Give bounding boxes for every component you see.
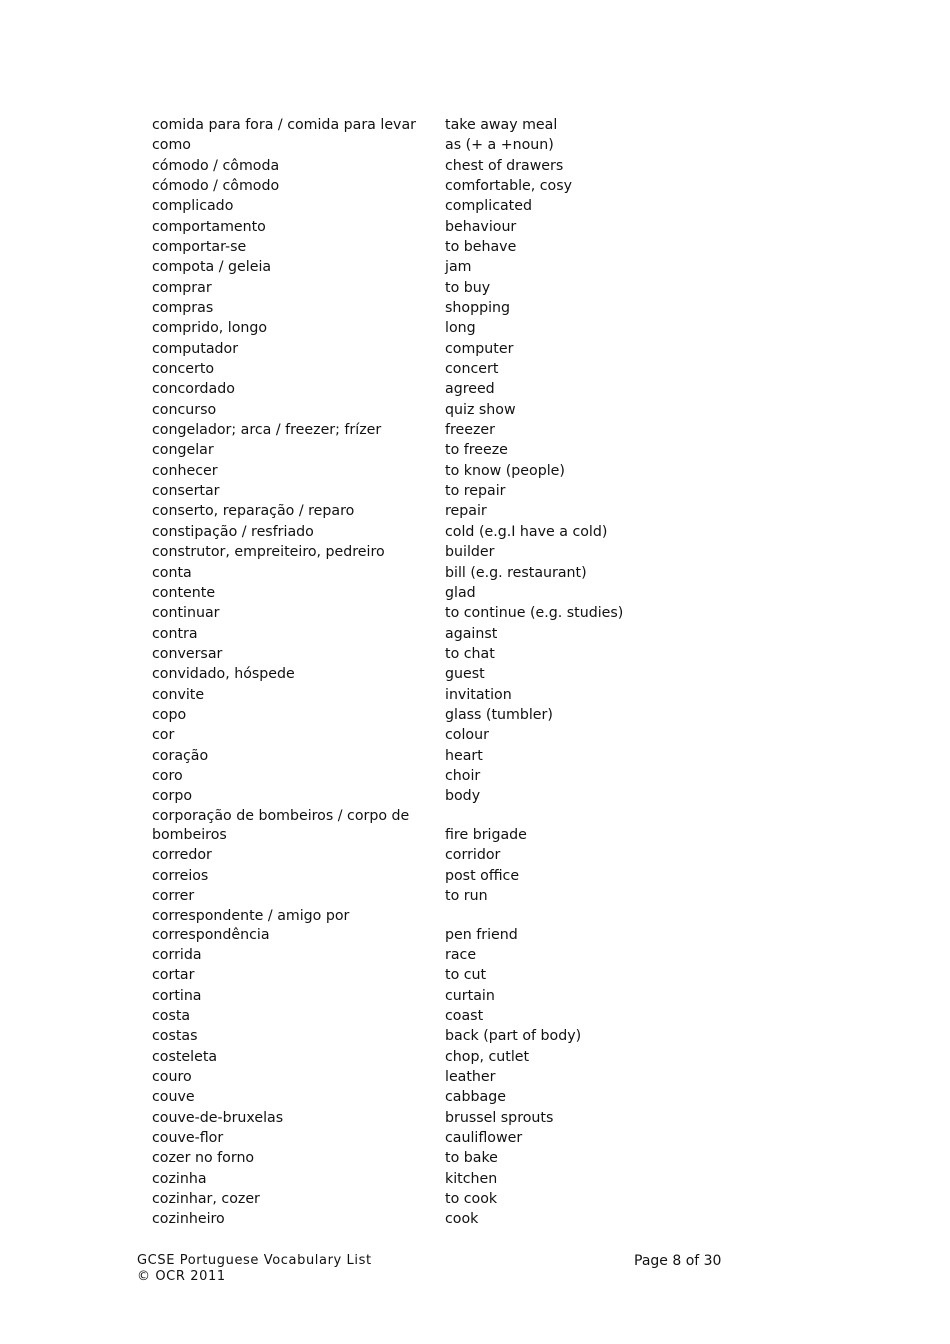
vocab-row bbox=[152, 399, 712, 419]
english-translation: concert bbox=[445, 361, 499, 378]
portuguese-term: cómodo / cômoda bbox=[152, 157, 280, 174]
portuguese-term: construtor, empreiteiro, pedreiro bbox=[152, 544, 385, 561]
vocab-row bbox=[152, 277, 712, 297]
vocab-row bbox=[152, 134, 712, 154]
vocab-row bbox=[152, 806, 712, 845]
vocab-row bbox=[152, 440, 712, 460]
vocab-row bbox=[152, 317, 712, 337]
english-translation: post office bbox=[445, 867, 520, 884]
portuguese-term: cortina bbox=[152, 987, 202, 1004]
english-translation: cauliflower bbox=[445, 1129, 523, 1146]
english-translation: body bbox=[445, 788, 481, 805]
vocab-row bbox=[152, 865, 712, 885]
english-translation: builder bbox=[445, 544, 495, 561]
vocab-row bbox=[152, 338, 712, 358]
portuguese-term: cor bbox=[152, 727, 175, 744]
english-translation: comfortable, cosy bbox=[445, 177, 573, 194]
vocab-row bbox=[152, 216, 712, 236]
english-translation: to chat bbox=[445, 645, 495, 662]
vocab-row bbox=[152, 195, 712, 215]
english-translation: repair bbox=[445, 503, 487, 520]
portuguese-term: comida para fora / comida para levar bbox=[152, 116, 416, 133]
vocab-row bbox=[152, 521, 712, 541]
english-translation: guest bbox=[445, 666, 485, 683]
vocab-row bbox=[152, 1107, 712, 1127]
portuguese-term: comportar-se bbox=[152, 239, 247, 255]
vocab-row bbox=[152, 582, 712, 602]
english-translation: long bbox=[445, 320, 476, 337]
english-translation: chop, cutlet bbox=[445, 1048, 530, 1065]
english-translation: to cut bbox=[445, 967, 487, 984]
portuguese-term: constipação / resfriado bbox=[152, 523, 314, 540]
portuguese-term: conversar bbox=[152, 645, 223, 662]
portuguese-term: coração bbox=[152, 747, 209, 764]
vocab-row bbox=[152, 175, 712, 195]
vocab-row bbox=[152, 663, 712, 683]
portuguese-term: comprar bbox=[152, 279, 212, 296]
vocab-row bbox=[152, 885, 712, 905]
vocab-row bbox=[152, 541, 712, 561]
portuguese-term: cómodo / cômodo bbox=[152, 177, 280, 194]
portuguese-term: conhecer bbox=[152, 462, 218, 479]
english-translation: to run bbox=[445, 887, 488, 904]
vocab-row bbox=[152, 236, 712, 256]
portuguese-term: correspondente / amigo por correspondência bbox=[152, 908, 350, 943]
portuguese-term: convidado, hóspede bbox=[152, 666, 295, 683]
english-translation: leather bbox=[445, 1068, 496, 1085]
english-translation: cabbage bbox=[445, 1089, 506, 1106]
english-translation: to cook bbox=[445, 1190, 498, 1207]
vocab-row bbox=[152, 1168, 712, 1188]
portuguese-term: correios bbox=[152, 867, 209, 884]
vocab-row bbox=[152, 256, 712, 276]
portuguese-term: cortar bbox=[152, 967, 195, 984]
english-translation: freezer bbox=[445, 422, 495, 439]
english-translation: bill (e.g. restaurant) bbox=[445, 564, 587, 581]
vocab-row bbox=[152, 1086, 712, 1106]
vocab-row bbox=[152, 785, 712, 805]
portuguese-term: coro bbox=[152, 767, 183, 784]
english-translation: behaviour bbox=[445, 218, 517, 235]
vocab-row bbox=[152, 480, 712, 500]
portuguese-term: corrida bbox=[152, 946, 202, 963]
portuguese-term: comprido, longo bbox=[152, 320, 268, 337]
portuguese-term: corporação de bombeiros / corpo de bombeiros bbox=[152, 808, 410, 843]
portuguese-term: couve-de-bruxelas bbox=[152, 1109, 284, 1126]
portuguese-term: convite bbox=[152, 686, 205, 703]
vocab-row bbox=[152, 1066, 712, 1086]
english-translation: cold (e.g.I have a cold) bbox=[445, 523, 608, 540]
portuguese-term: concordado bbox=[152, 381, 235, 398]
portuguese-term: cozinhar, cozer bbox=[152, 1190, 260, 1207]
vocab-row bbox=[152, 155, 712, 175]
english-translation: to continue (e.g. studies) bbox=[445, 605, 624, 622]
english-translation: heart bbox=[445, 747, 483, 764]
portuguese-term: costas bbox=[152, 1028, 198, 1045]
english-translation: coast bbox=[445, 1007, 484, 1024]
vocab-row bbox=[152, 1025, 712, 1045]
vocab-row bbox=[152, 765, 712, 785]
vocab-row bbox=[152, 1046, 712, 1066]
vocabulary-list bbox=[152, 114, 712, 1229]
english-translation: computer bbox=[445, 340, 514, 357]
english-translation: agreed bbox=[445, 381, 495, 398]
portuguese-term: cozinha bbox=[152, 1170, 207, 1187]
english-translation: colour bbox=[445, 727, 489, 744]
portuguese-term: contra bbox=[152, 625, 198, 642]
vocab-row bbox=[152, 114, 712, 134]
vocab-row bbox=[152, 297, 712, 317]
portuguese-term: copo bbox=[152, 706, 187, 723]
english-translation: against bbox=[445, 625, 498, 642]
footer-copyright: © OCR 2011 bbox=[137, 1269, 226, 1284]
vocab-row bbox=[152, 745, 712, 765]
footer-title: GCSE Portuguese Vocabulary List bbox=[137, 1253, 372, 1268]
vocab-row bbox=[152, 1188, 712, 1208]
english-translation: race bbox=[445, 946, 477, 963]
portuguese-term: continuar bbox=[152, 605, 220, 622]
vocab-row bbox=[152, 1208, 712, 1228]
portuguese-term: couro bbox=[152, 1068, 192, 1085]
english-translation: cook bbox=[445, 1211, 479, 1228]
english-translation: pen friend bbox=[445, 926, 518, 943]
footer-info bbox=[137, 1253, 372, 1285]
portuguese-term: complicado bbox=[152, 198, 234, 215]
vocab-row bbox=[152, 460, 712, 480]
english-translation: jam bbox=[445, 259, 472, 276]
vocab-row bbox=[152, 623, 712, 643]
portuguese-term: couve bbox=[152, 1089, 195, 1106]
vocab-row bbox=[152, 704, 712, 724]
vocab-row bbox=[152, 501, 712, 521]
portuguese-term: correr bbox=[152, 887, 195, 904]
portuguese-term: corpo bbox=[152, 788, 192, 805]
portuguese-term: cozer no forno bbox=[152, 1150, 255, 1167]
vocab-row bbox=[152, 602, 712, 622]
vocab-row bbox=[152, 1147, 712, 1167]
portuguese-term: cozinheiro bbox=[152, 1211, 225, 1228]
portuguese-term: como bbox=[152, 137, 191, 154]
vocab-row bbox=[152, 905, 712, 944]
portuguese-term: couve-flor bbox=[152, 1129, 224, 1146]
english-translation: back (part of body) bbox=[445, 1028, 582, 1045]
page-number: Page 8 of 30 bbox=[634, 1253, 722, 1269]
english-translation: complicated bbox=[445, 198, 532, 215]
english-translation: glad bbox=[445, 584, 476, 601]
portuguese-term: computador bbox=[152, 340, 239, 357]
vocab-row bbox=[152, 643, 712, 663]
english-translation: corridor bbox=[445, 847, 501, 864]
english-translation: fire brigade bbox=[445, 826, 527, 843]
portuguese-term: costa bbox=[152, 1007, 191, 1024]
english-translation: take away meal bbox=[445, 116, 558, 133]
english-translation: to know (people) bbox=[445, 462, 565, 479]
english-translation: shopping bbox=[445, 300, 511, 317]
portuguese-term: concerto bbox=[152, 361, 215, 378]
english-translation: invitation bbox=[445, 686, 512, 703]
portuguese-term: concurso bbox=[152, 401, 217, 418]
english-translation: curtain bbox=[445, 987, 495, 1004]
portuguese-term: congelador; arca / freezer; frízer bbox=[152, 422, 382, 439]
vocab-row bbox=[152, 964, 712, 984]
portuguese-term: congelar bbox=[152, 442, 214, 459]
portuguese-term: costeleta bbox=[152, 1048, 218, 1065]
portuguese-term: comportamento bbox=[152, 218, 266, 235]
vocab-row bbox=[152, 1005, 712, 1025]
english-translation: quiz show bbox=[445, 401, 516, 418]
english-translation: to bake bbox=[445, 1150, 498, 1167]
portuguese-term: conserto, reparação / reparo bbox=[152, 503, 355, 520]
english-translation: kitchen bbox=[445, 1170, 498, 1187]
english-translation: as (+ a +noun) bbox=[445, 137, 554, 154]
english-translation: to repair bbox=[445, 483, 506, 500]
portuguese-term: compras bbox=[152, 300, 214, 317]
vocab-row bbox=[152, 944, 712, 964]
english-translation: to behave bbox=[445, 239, 517, 255]
vocab-row bbox=[152, 985, 712, 1005]
vocab-row bbox=[152, 684, 712, 704]
vocab-row bbox=[152, 378, 712, 398]
english-translation: to buy bbox=[445, 279, 491, 296]
vocab-row bbox=[152, 358, 712, 378]
vocabulary-table bbox=[152, 114, 712, 1229]
vocab-row bbox=[152, 724, 712, 744]
english-translation: brussel sprouts bbox=[445, 1109, 554, 1126]
english-translation: choir bbox=[445, 767, 481, 784]
vocab-row bbox=[152, 419, 712, 439]
vocab-row bbox=[152, 844, 712, 864]
vocab-row bbox=[152, 562, 712, 582]
portuguese-term: compota / geleia bbox=[152, 259, 272, 276]
english-translation: to freeze bbox=[445, 442, 508, 459]
vocab-row bbox=[152, 1127, 712, 1147]
portuguese-term: corredor bbox=[152, 847, 212, 864]
portuguese-term: contente bbox=[152, 584, 216, 601]
english-translation: chest of drawers bbox=[445, 157, 564, 174]
portuguese-term: conta bbox=[152, 564, 192, 581]
english-translation: glass (tumbler) bbox=[445, 706, 553, 723]
portuguese-term: consertar bbox=[152, 483, 220, 500]
